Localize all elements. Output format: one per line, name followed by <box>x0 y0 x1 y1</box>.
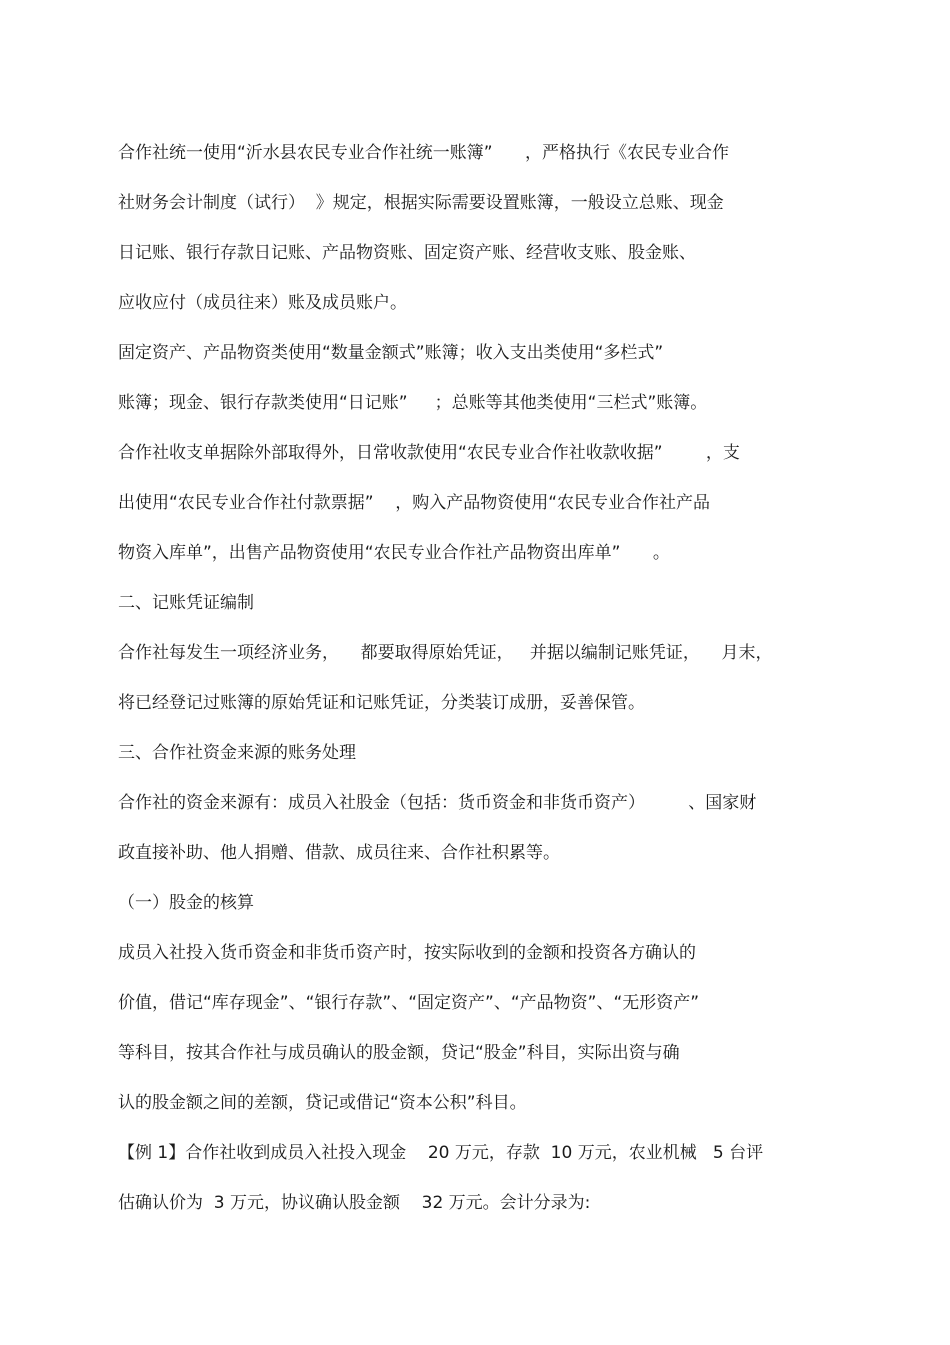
text-line-6: 账簿；现金、银行存款类使用“日记账” ；总账等其他类使用“三栏式”账簿。 <box>118 393 708 413</box>
subsection-heading-1: （一）股金的核算 <box>118 893 254 913</box>
section-heading-2: 二、记账凭证编制 <box>118 593 254 613</box>
text-line-5: 固定资产、产品物资类使用“数量金额式”账簿；收入支出类使用“多栏式” <box>118 343 664 363</box>
text-line-11: 合作社每发生一项经济业务， 都要取得原始凭证， 并据以编制记账凭证， 月末， <box>118 643 773 663</box>
text-line-7: 合作社收支单据除外部取得外，日常收款使用“农民专业合作社收款收据” ，支 <box>118 443 740 463</box>
text-line-4: 应收应付（成员往来）账及成员账户。 <box>118 293 407 313</box>
text-line-17: 成员入社投入货币资金和非货币资产时，按实际收到的金额和投资各方确认的 <box>118 943 696 963</box>
text-line-8: 出使用“农民专业合作社付款票据” ，购入产品物资使用“农民专业合作社产品 <box>118 493 711 513</box>
example-line-1: 【例 1】合作社收到成员入社投入现金 20 万元，存款 10 万元，农业机械 5 台评 <box>118 1143 764 1163</box>
section-heading-3: 三、合作社资金来源的账务处理 <box>118 743 356 763</box>
text-line-3: 日记账、银行存款日记账、产品物资账、固定资产账、经营收支账、股金账、 <box>118 243 696 263</box>
example-line-2: 估确认价为 3 万元，协议确认股金额 32 万元。会计分录为: <box>118 1193 591 1213</box>
text-line-12: 将已经登记过账簿的原始凭证和记账凭证，分类装订成册，妥善保管。 <box>118 693 645 713</box>
text-line-20: 认的股金额之间的差额，贷记或借记“资本公积”科目。 <box>118 1093 527 1113</box>
text-line-18: 价值，借记“库存现金”、“银行存款”、“固定资产”、“产品物资”、“无形资产” <box>118 993 700 1013</box>
text-line-14: 合作社的资金来源有：成员入社股金（包括：货币资金和非货币资产） 、国家财 <box>118 793 757 813</box>
text-line-19: 等科目，按其合作社与成员确认的股金额，贷记“股金”科目，实际出资与确 <box>118 1043 680 1063</box>
text-line-15: 政直接补助、他人捐赠、借款、成员往来、合作社积累等。 <box>118 843 560 863</box>
text-line-2: 社财务会计制度（试行） 》规定，根据实际需要设置账簿，一般设立总账、现金 <box>118 193 724 213</box>
text-line-1: 合作社统一使用“沂水县农民专业合作社统一账簿” ，严格执行《农民专业合作 <box>118 143 730 163</box>
text-line-9: 物资入库单”，出售产品物资使用“农民专业合作社产品物资出库单” 。 <box>118 543 670 563</box>
